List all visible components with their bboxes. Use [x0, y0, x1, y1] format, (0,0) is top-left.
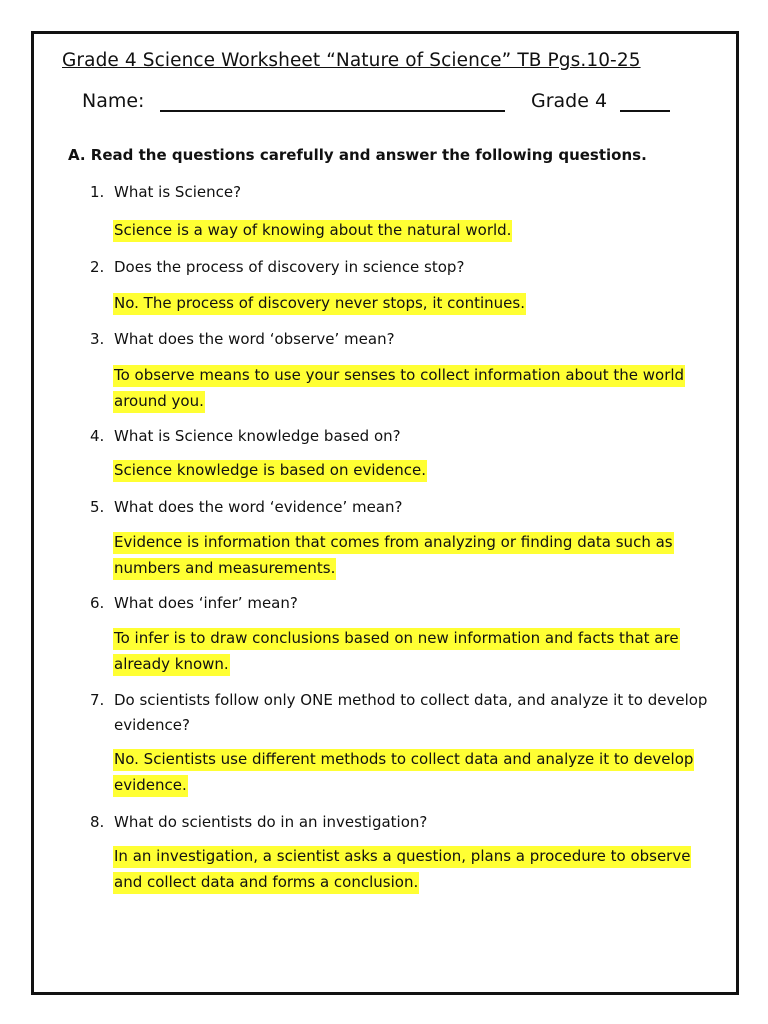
question-number: 2.	[90, 258, 105, 276]
answer-text: Evidence is information that comes from analyzing or finding data such as numbers and measurements.	[113, 532, 674, 580]
answer-8	[113, 844, 713, 895]
answer-text: To observe means to use your senses to collect information about the world around you.	[113, 365, 685, 413]
grade-field[interactable]	[620, 110, 670, 112]
question-3	[90, 327, 710, 352]
worksheet-title: Grade 4 Science Worksheet “Nature of Science” TB Pgs.10-25	[62, 50, 641, 71]
question-6	[90, 591, 710, 616]
answer-6	[113, 626, 713, 677]
answer-2	[113, 291, 713, 317]
question-text: Does the process of discovery in science stop?	[114, 258, 465, 276]
question-number: 3.	[90, 330, 105, 348]
answer-text: In an investigation, a scientist asks a question, plans a procedure to observe and collect data and forms a conclusion.	[113, 846, 691, 894]
question-text: What does the word ‘evidence’ mean?	[114, 498, 403, 516]
question-8	[90, 810, 710, 835]
question-number: 8.	[90, 813, 105, 831]
grade-label: Grade 4	[531, 90, 608, 112]
question-text: What do scientists do in an investigation?	[114, 813, 428, 831]
answer-5	[113, 530, 713, 581]
question-5	[90, 495, 710, 520]
answer-7	[113, 747, 713, 798]
answer-4	[113, 458, 713, 484]
question-number: 4.	[90, 427, 105, 445]
question-text: What does the word ‘observe’ mean?	[114, 330, 395, 348]
question-1	[90, 180, 710, 205]
question-text: What is Science knowledge based on?	[114, 427, 401, 445]
question-text: Do scientists follow only ONE method to collect data, and analyze it to develop evidence?	[114, 691, 708, 734]
question-text: What is Science?	[114, 183, 242, 201]
name-field[interactable]	[160, 110, 505, 112]
question-number: 1.	[90, 183, 105, 201]
section-heading: A. Read the questions carefully and answer the following questions.	[68, 146, 647, 164]
question-number: 7.	[90, 691, 105, 709]
name-label: Name:	[82, 90, 145, 112]
question-2	[90, 255, 710, 280]
question-number: 6.	[90, 594, 105, 612]
answer-text: To infer is to draw conclusions based on new information and facts that are already known.	[113, 628, 680, 676]
answer-3	[113, 363, 713, 414]
answer-text: No. The process of discovery never stops, it continues.	[113, 293, 526, 315]
answer-text: Science knowledge is based on evidence.	[113, 460, 427, 482]
question-text: What does ‘infer’ mean?	[114, 594, 298, 612]
answer-text: No. Scientists use different methods to collect data and analyze it to develop evidence.	[113, 749, 694, 797]
answer-1	[113, 218, 713, 244]
question-4	[90, 424, 710, 449]
question-7	[90, 688, 710, 738]
question-number: 5.	[90, 498, 105, 516]
answer-text: Science is a way of knowing about the natural world.	[113, 220, 512, 242]
